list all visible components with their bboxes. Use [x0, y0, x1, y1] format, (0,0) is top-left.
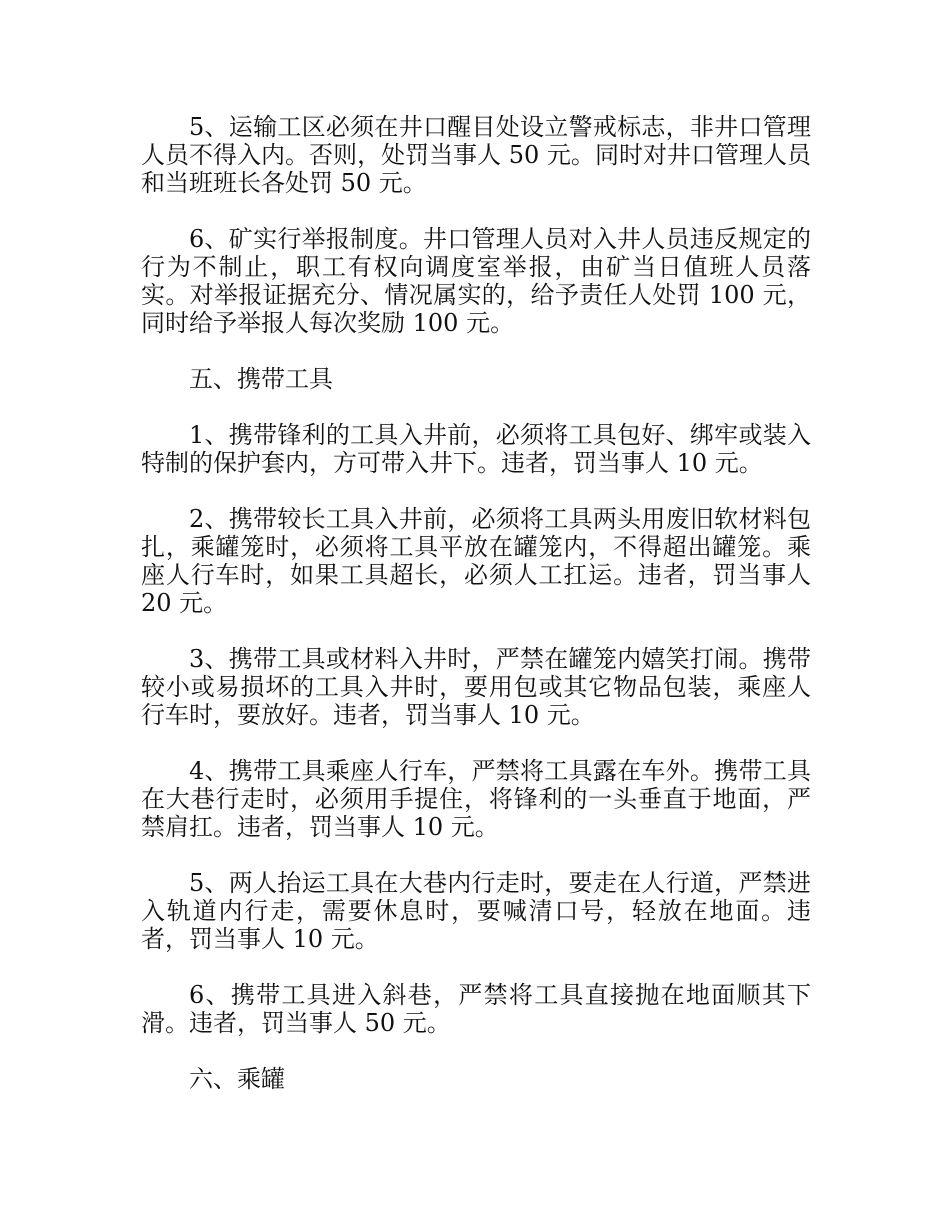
paragraph: 3、携带工具或材料入井时，严禁在罐笼内嬉笑打闹。携带较小或易损坏的工具入井时，要用包或其它物品包装，乘座人行车时，要放好。违者，罚当事人 10 元。 [141, 645, 811, 729]
paragraph: 1、携带锋利的工具入井前，必须将工具包好、绑牢或装入特制的保护套内，方可带入井下。违者，罚当事人 10 元。 [141, 421, 811, 477]
paragraph: 6、携带工具进入斜巷，严禁将工具直接抛在地面顺其下滑。违者，罚当事人 50 元。 [141, 981, 811, 1037]
paragraph: 5、两人抬运工具在大巷内行走时，要走在人行道，严禁进入轨道内行走，需要休息时，要喊清口号，轻放在地面。违者，罚当事人 10 元。 [141, 869, 811, 953]
document-body [141, 113, 811, 1121]
paragraph: 4、携带工具乘座人行车，严禁将工具露在车外。携带工具在大巷行走时，必须用手提住，将锋利的一头垂直于地面，严禁肩扛。违者，罚当事人 10 元。 [141, 757, 811, 841]
section-heading: 五、携带工具 [189, 365, 333, 393]
paragraph: 2、携带较长工具入井前，必须将工具两头用废旧软材料包扎，乘罐笼时，必须将工具平放在罐笼内，不得超出罐笼。乘座人行车时，如果工具超长，必须人工扛运。违者，罚当事人 20 元。 [141, 505, 811, 617]
paragraph: 6、矿实行举报制度。井口管理人员对入井人员违反规定的行为不制止，职工有权向调度室举报，由矿当日值班人员落实。对举报证据充分、情况属实的，给予责任人处罚 100 元，同时给予举报人每次奖励 100 元。 [141, 225, 811, 337]
paragraph: 5、运输工区必须在井口醒目处设立警戒标志，非井口管理人员不得入内。否则，处罚当事人 50 元。同时对井口管理人员和当班班长各处罚 50 元。 [141, 113, 811, 197]
section-heading: 六、乘罐 [189, 1065, 285, 1093]
